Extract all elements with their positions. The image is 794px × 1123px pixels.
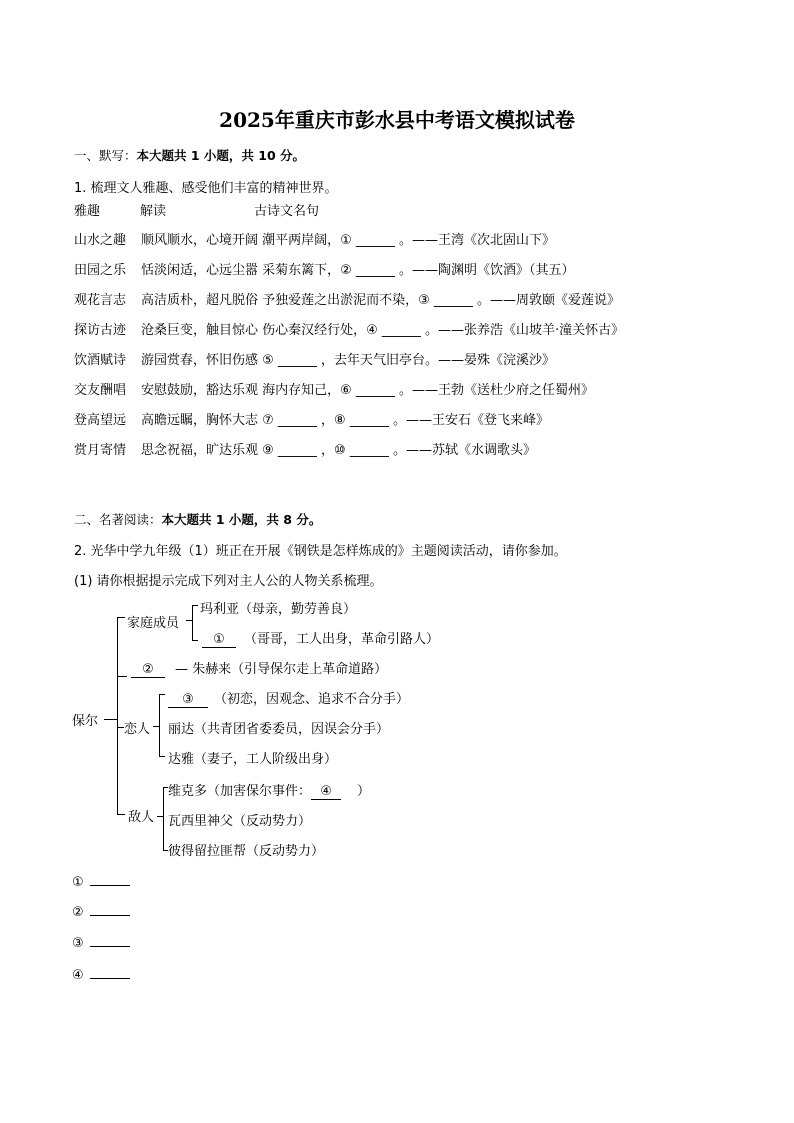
family-member-1: 玛利亚（母亲，勤劳善良） [200,602,357,617]
tree-bracket-tick [117,617,125,618]
answer-number: ④ [72,968,84,983]
lover-3: 达雅（妻子，工人阶级出身） [168,752,338,767]
row-category: 观花言志 [74,293,127,308]
row-category: 饮酒赋诗 [74,353,127,368]
lover-1-desc: （初恋，因观念、追求不合分手） [214,692,410,707]
section2-heading-prefix: 二、名著阅读： [74,512,162,527]
tree-root-connector [104,719,117,720]
row-text: 恬淡闲适，心远尘嚣 采菊东篱下，② ______ 。——陶渊明《饮酒》（其五） [141,263,575,278]
family-bracket [192,605,193,641]
answer-number: ③ [72,936,84,951]
column-headers [74,203,319,221]
section2-heading-detail: 本大题共 1 小题，共 8 分。 [161,512,322,527]
list-item [74,412,549,430]
page-title: 2025年重庆市彭水县中考语文模拟试卷 [219,108,575,132]
answer-number: ② [72,905,84,920]
list-item [74,352,555,370]
row-category: 田园之乐 [74,263,127,278]
answer-blank[interactable] [90,934,130,947]
bracket-tick [157,816,163,817]
row-category: 赏月寄情 [74,443,127,458]
answer-blank[interactable] [90,873,130,886]
tree-bracket-tick [117,814,125,815]
list-item [74,382,594,400]
answer-row-2 [72,903,132,920]
blank-1[interactable]: ① [202,632,236,648]
family-label: 家庭成员 [127,616,180,631]
row-text: 高洁质朴，超凡脱俗 予独爱莲之出淤泥而不染，③ ______ 。——周敦颐《爱莲说》 [141,293,621,308]
list-item [74,232,555,250]
question-2-sub-1: (1) 请你根据提示完成下列对主人公的人物关系梳理。 [74,574,383,589]
col-header-quotes: 古诗文名句 [254,204,320,219]
mentor-desc: — 朱赫来（引导保尔走上革命道路） [175,662,388,677]
col-header-interpretation: 解读 [140,204,167,219]
enemy-bracket [163,787,164,851]
row-text: 高瞻远瞩，胸怀大志 ⑦ ______ ，⑧ ______ 。——王安石《登飞来峰》 [141,413,549,428]
row-text: 安慰鼓励，豁达乐观 海内存知己，⑥ ______ 。——王勃《送杜少府之任蜀州》 [141,383,595,398]
tree-bracket-tick [117,727,124,728]
bracket-tick [159,694,165,695]
answer-row-3 [72,934,132,951]
enemy-3: 彼得留拉匪帮（反动势力） [168,844,325,859]
list-item [74,322,624,340]
enemy-1 [168,780,370,800]
list-item [74,262,575,280]
answer-number: ① [72,875,84,890]
answer-blank[interactable] [90,966,130,979]
row-text: 顺风顺水，心境开阔 潮平两岸阔，① ______ 。——王湾《次北固山下》 [141,233,556,248]
answer-blank[interactable] [90,903,130,916]
row-category: 探访古迹 [74,323,127,338]
bracket-tick [153,726,159,727]
row-text: 思念祝福，旷达乐观 ⑨ ______ ，⑩ ______ 。——苏轼《水调歌头》 [141,443,536,458]
question-2: 2. 光华中学九年级（1）班正在开展《钢铁是怎样炼成的》主题阅读活动，请你参加。 [74,544,567,559]
lover-bracket [159,694,160,757]
row-category: 交友酬唱 [74,383,127,398]
section1-heading-detail: 本大题共 1 小题，共 10 分。 [136,148,306,163]
family-member-2-desc: （哥哥，工人出身，革命引路人） [244,632,440,647]
enemy-2: 瓦西里神父（反动势力） [168,814,312,829]
enemy-label: 敌人 [128,810,155,825]
col-header-category: 雅趣 [74,204,101,219]
answer-row-1 [72,873,132,890]
enemy-1-end: ） [357,784,371,799]
section1-heading-prefix: 一、默写： [74,148,137,163]
row-category: 山水之趣 [74,233,127,248]
bracket-tick [159,756,165,757]
section1-heading [74,146,305,164]
row-text: 沧桑巨变，触目惊心 伤心秦汉经行处，④ ______ 。——张养浩《山坡羊·潼关怀古》 [141,323,625,338]
bracket-tick [192,605,198,606]
list-item [74,442,536,460]
blank-2[interactable]: ② [131,662,165,678]
tree-bracket-tick [117,676,127,677]
blank-4[interactable]: ④ [311,784,341,800]
lover-label: 恋人 [124,722,151,737]
question-1: 1. 梳理文人雅趣、感受他们丰富的精神世界。 [74,181,338,196]
family-member-2 [202,628,439,648]
row-text: 游园赏春，怀旧伤感 ⑤ ______ ，去年天气旧亭台。——晏殊《浣溪沙》 [141,353,556,368]
list-item [74,292,620,310]
answer-row-4 [72,966,132,983]
tree-root: 保尔 [72,714,99,729]
enemy-1-desc: 维克多（加害保尔事件： [168,784,312,799]
tree-main-bracket [117,617,118,815]
bracket-tick [186,620,192,621]
lover-2: 丽达（共青团省委委员，因误会分手） [168,722,390,737]
row-category: 登高望远 [74,413,127,428]
blank-3[interactable]: ③ [168,692,208,708]
section2-heading [74,510,321,528]
bracket-tick [192,640,198,641]
mentor-row [131,658,387,678]
lover-1 [168,688,409,708]
